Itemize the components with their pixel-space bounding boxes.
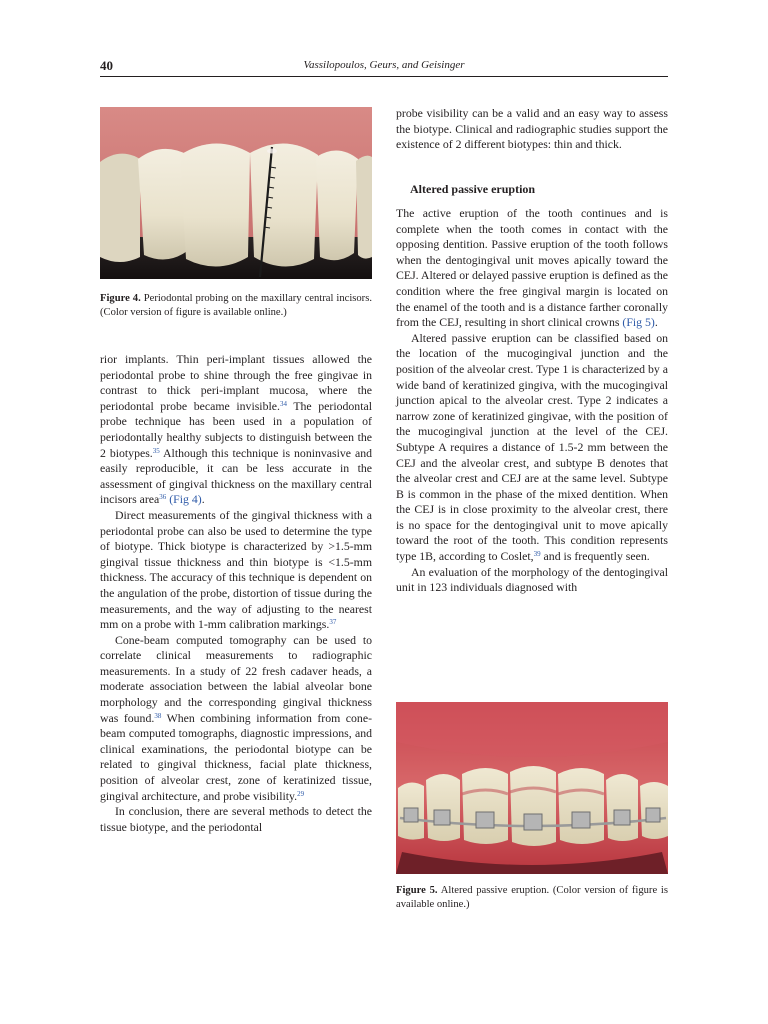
citation[interactable]: 39: [533, 550, 541, 559]
fig-4-link[interactable]: (Fig 4): [169, 492, 202, 507]
right-column-top: [396, 106, 668, 153]
figure-4-label: Figure 4.: [100, 293, 141, 304]
figure-4-caption: [100, 292, 372, 319]
right-paragraph-0: probe visibility can be a valid and an easy way to assess the biotype. Clinical and radiographic studies support the existence of 2 different biotypes: thin and thick.: [396, 106, 668, 152]
right-paragraph-2: Altered passive eruption can be classified based on the location of the mucogingival junction and the position of the alveolar crest. Type 1 is characterized by a wide band of keratinized gingiva, with the mucogingival junction apical to the alveolar crest. Type 2 indicates a narrow zone of keratinized gingivae, with the position of the mucogingival junction at the level of the CEJ. Subtype A requires a distance of 1.5-2 mm between the CEJ and the alveolar crest, and subtype B denotes that the alveolar crest and CEJ are at the same level. Subtype B is common in the phase of the mixed dentition. When the CEJ is in close proximity to the alveolar crest, there is no space for the dentogingival unit to move apically toward the root of the tooth. This condition represents type 1B, according to Coslet,$^{39}$ and is frequently seen.: [396, 330, 668, 564]
left-paragraph-3: Cone-beam computed tomography can be used to correlate clinical measurements to radiographic measurements. In a study of 22 fresh cadaver heads, a moderate association between the labial alveolar bone morphology and the corresponding gingival thickness was found.$^{38}$ When combining information from cone-beam computed tomographs, diagnostic impressions, and clinical examinations, the periodontal biotype can be related to gingival thickness, facial plate thickness, position of alveolar crest, zone of keratinized tissue, gingival architecture, and probe visibility.$^{29}$: [100, 632, 372, 803]
figure-5-caption-text: Altered passive eruption. (Color version of figure is available online.): [396, 885, 668, 910]
page-header: [100, 56, 668, 77]
fig-5-link[interactable]: (Fig 5): [622, 315, 655, 330]
figure-5-image: [396, 702, 668, 874]
right-paragraph-1: The active eruption of the tooth continues and is complete when the tooth comes in contact with the opposing dentition. Passive eruption of the tooth follows when the dentogingival unit moves apically toward the CEJ. Altered or delayed passive eruption is defined as the condition where the free gingival margin is located on the enamel of the tooth and is a distance farther coronally from the CEJ, resulting in short clinical crowns (Fig 5).: [396, 206, 668, 330]
left-column: [100, 352, 372, 835]
citation[interactable]: 36: [159, 493, 167, 502]
citation[interactable]: 38: [154, 711, 162, 720]
figure-4-caption-text: Periodontal probing on the maxillary central incisors. (Color version of figure is available online.): [100, 293, 372, 318]
citation[interactable]: 29: [297, 789, 305, 798]
figure-5-caption: [396, 884, 668, 911]
page-number: 40: [100, 58, 113, 73]
figure-4-photo: [100, 107, 372, 279]
citation[interactable]: 35: [152, 446, 160, 455]
citation[interactable]: 34: [279, 399, 287, 408]
left-paragraph-2: Direct measurements of the gingival thickness with a periodontal probe can also be used to determine the type of biotype. Thick biotype is characterized by >1.5-mm gingival tissue thickness and thin biotype is <1.5-mm thickness. The accuracy of this technique is dependent on the angulation of the probe, distortion of tissue during the measurements, and the way of adjusting to the nearest mm on a probe with 1-mm calibration markings.$^{37}$: [100, 507, 372, 632]
left-paragraph-1: rior implants. Thin peri-implant tissues allowed the periodontal probe to shine through the free gingivae in contrast to thick peri-implant mucosa, where the periodontal probe became invisible.$^{34}$ The periodontal probe technique has been used in a population of periodontally healthy subjects to distinguish between the 2 biotypes.$^{35}$ Although this technique is noninvasive and easily reproducible, it can be less accurate in the assessment of gingival thickness on the maxillary central incisors area$^{36}$ (Fig 4).: [100, 352, 372, 507]
running-title: Vassilopoulos, Geurs, and Geisinger: [303, 59, 465, 71]
figure-4-image: [100, 107, 372, 279]
figure-5-photo: [396, 702, 668, 874]
left-paragraph-4: In conclusion, there are several methods to detect the tissue biotype, and the periodontal: [100, 804, 372, 834]
right-column-section: [396, 206, 668, 596]
right-paragraph-3: An evaluation of the morphology of the dentogingival unit in 123 individuals diagnosed with: [396, 564, 668, 595]
figure-5-label: Figure 5.: [396, 885, 438, 896]
section-heading: Altered passive eruption: [410, 182, 536, 196]
citation[interactable]: 37: [329, 618, 337, 627]
